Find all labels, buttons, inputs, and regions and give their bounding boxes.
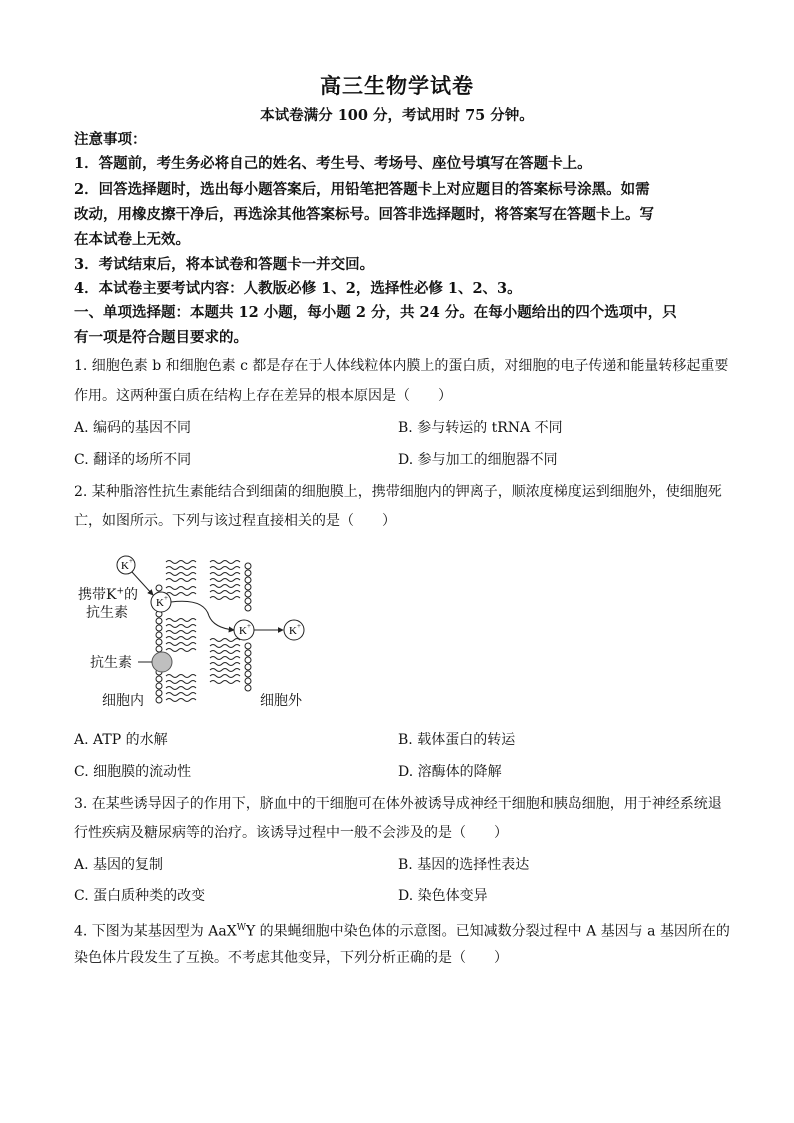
label-carrier-part-2: 的 (124, 587, 139, 603)
label-carrier-sup: + (116, 586, 125, 597)
k-ion-exit-label: K (239, 625, 247, 637)
label-carrier-antibiotic (78, 584, 138, 604)
question-4-line-1 (74, 918, 734, 942)
question-1-option-c: C. 翻译的场所不同 (74, 452, 192, 468)
label-cell-outside: 细胞外 (260, 693, 302, 709)
k-ion-carrier (151, 592, 171, 612)
page-title: 高三生物学试卷 (320, 73, 474, 98)
question-4-sup-w: W (236, 923, 246, 933)
k-ion-exit (234, 620, 254, 640)
note-item-4: 4．本试卷主要考试内容：人教版必修 1、2，选择性必修 1、2、3。 (74, 280, 522, 297)
question-1-option-a: A. 编码的基因不同 (74, 420, 192, 436)
question-2-line-2: 亡，如图所示。下列与该过程直接相关的是（ ） (74, 513, 396, 529)
label-cell-inside: 细胞内 (102, 693, 144, 709)
k-ion-carrier-charge: + (164, 594, 168, 602)
label-carrier-antibiotic-2: 抗生素 (86, 605, 128, 621)
k-ion-outside-label: K (289, 625, 297, 637)
k-ion-outside-charge: + (297, 622, 301, 630)
exam-info: 本试卷满分 100 分，考试用时 75 分钟。 (260, 107, 534, 124)
question-2-option-b: B. 载体蛋白的转运 (398, 732, 516, 748)
label-carrier-part-1: 携带K (78, 587, 117, 603)
question-4-line-2: 染色体片段发生了互换。不考虑其他变异，下列分析正确的是（ ） (74, 950, 508, 966)
question-3-option-b: B. 基因的选择性表达 (398, 857, 530, 873)
membrane-figure (74, 548, 314, 716)
question-2-option-a: A. ATP 的水解 (74, 732, 168, 748)
section-heading-line-2: 有一项是符合题目要求的。 (74, 329, 248, 346)
note-item-3: 3．考试结束后，将本试卷和答题卡一并交回。 (74, 256, 375, 273)
arrow-transport (171, 601, 234, 630)
k-ion-exit-charge: + (247, 622, 251, 630)
k-ion-outside (284, 620, 304, 640)
k-ion-1-label: K (121, 560, 129, 572)
k-ion-1 (117, 556, 135, 574)
question-1-option-d: D. 参与加工的细胞器不同 (398, 452, 558, 468)
question-4-text-pre: 4. 下图为某基因型为 AaX (74, 923, 237, 940)
left-lipid-tails (166, 561, 196, 702)
question-1-line-2: 作用。这两种蛋白质在结构上存在差异的根本原因是（ ） (74, 388, 452, 404)
question-1-line-1: 1. 细胞色素 b 和细胞色素 c 都是存在于人体线粒体内膜上的蛋白质，对细胞的电子传递和能量转移起重要 (74, 358, 729, 374)
notes-heading: 注意事项： (74, 131, 147, 148)
k-ion-1-charge: + (129, 557, 133, 565)
note-item-2-line-1: 2．回答选择题时，选出每小题答案后，用铅笔把答题卡上对应题目的答案标号涂黑。如需 (74, 181, 650, 198)
note-item-2-line-2: 改动，用橡皮擦干净后，再选涂其他答案标号。回答非选择题时，将答案写在答题卡上。写 (74, 206, 654, 223)
question-3-option-d: D. 染色体变异 (398, 888, 488, 904)
antibiotic-molecule (152, 652, 172, 672)
question-2-line-1: 2. 某种脂溶性抗生素能结合到细菌的细胞膜上，携带细胞内的钾离子，顺浓度梯度运到细胞外，使细胞死 (74, 484, 722, 500)
question-3-option-a: A. 基因的复制 (74, 857, 164, 873)
k-ion-carrier-label: K (156, 597, 164, 609)
question-3-option-c: C. 蛋白质种类的改变 (74, 888, 206, 904)
question-2-option-d: D. 溶酶体的降解 (398, 764, 502, 780)
question-2-option-c: C. 细胞膜的流动性 (74, 764, 192, 780)
question-3-line-2: 行性疾病及糖尿病等的治疗。该诱导过程中一般不会涉及的是（ ） (74, 825, 508, 841)
question-3-line-1: 3. 在某些诱导因子的作用下，脐血中的干细胞可在体外被诱导成神经干细胞和胰岛细胞，用于神经系统退 (74, 796, 722, 812)
question-4-text-rest: Y 的果蝇细胞中染色体的示意图。已知减数分裂过程中 A 基因与 a 基因所在的 (245, 923, 730, 940)
right-lipid-tails (210, 561, 240, 684)
note-item-2-line-3: 在本试卷上无效。 (74, 231, 190, 248)
question-1-option-b: B. 参与转运的 tRNA 不同 (398, 420, 563, 436)
label-antibiotic: 抗生素 (90, 655, 132, 671)
section-heading-line-1: 一、单项选择题：本题共 12 小题，每小题 2 分，共 24 分。在每小题给出的四个选项中，只 (74, 304, 677, 321)
note-item-1: 1．答题前，考生务必将自己的姓名、考生号、考场号、座位号填写在答题卡上。 (74, 155, 592, 172)
